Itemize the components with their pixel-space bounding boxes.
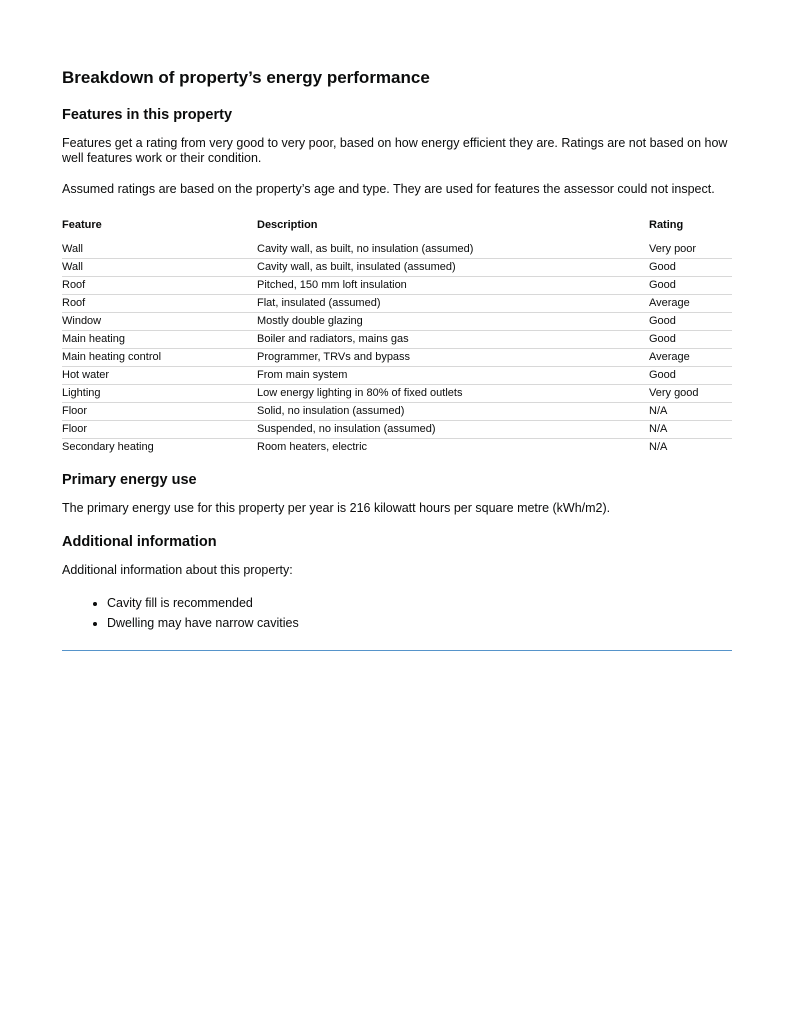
table-row: [62, 294, 732, 312]
list-item: • Dwelling may have narrow cavities: [107, 613, 732, 634]
feature-cell: Secondary heating: [62, 440, 154, 453]
table-row: [62, 258, 732, 276]
page-title: Breakdown of property’s energy performance: [62, 68, 430, 87]
description-cell: Room heaters, electric: [257, 440, 368, 453]
ratings-explanation: Features get a rating from very good to very poor, based on how energy efficient they are. Ratings are not based on how well features work or their condition.: [62, 136, 728, 165]
description-cell: Suspended, no insulation (assumed): [257, 420, 649, 438]
header-feature: Feature: [62, 218, 102, 231]
feature-cell: Main heating control: [62, 348, 257, 366]
table-row: [62, 330, 732, 348]
rating-cell: Good: [649, 366, 732, 384]
rating-cell: Very poor: [649, 241, 732, 259]
feature-cell: Lighting: [62, 384, 257, 402]
description-cell: Cavity wall, as built, no insulation (assumed): [257, 241, 649, 259]
description-cell: Cavity wall, as built, insulated (assumed): [257, 258, 649, 276]
description-cell: Mostly double glazing: [257, 312, 649, 330]
feature-cell: Hot water: [62, 366, 257, 384]
list-item: • Cavity fill is recommended: [107, 593, 732, 614]
feature-cell: Main heating: [62, 330, 257, 348]
primary-energy-heading: Primary energy use: [62, 471, 197, 488]
table-row: [62, 312, 732, 330]
rating-cell: Very good: [649, 384, 732, 402]
description-cell: Solid, no insulation (assumed): [257, 402, 649, 420]
rating-cell: Good: [649, 258, 732, 276]
primary-energy-text: The primary energy use for this property per year is 216 kilowatt hours per square metre (kWh/m2).: [62, 500, 611, 515]
table-row: [62, 276, 732, 294]
rating-cell: Good: [649, 312, 732, 330]
rating-cell: N/A: [649, 440, 668, 453]
description-cell: Boiler and radiators, mains gas: [257, 330, 649, 348]
rating-cell: Average: [649, 348, 732, 366]
rating-cell: Good: [649, 330, 732, 348]
section-divider: [62, 650, 732, 651]
feature-cell: Window: [62, 312, 257, 330]
table-row: [62, 348, 732, 366]
assumed-ratings-explanation: Assumed ratings are based on the property’s age and type. They are used for features the assessor could not inspect.: [62, 182, 715, 196]
header-description: Description: [257, 218, 318, 231]
page-content: [62, 66, 732, 651]
table-row: [62, 366, 732, 384]
rating-cell: N/A: [649, 420, 732, 438]
features-table: [62, 219, 732, 456]
table-row: [62, 438, 732, 456]
header-rating: Rating: [649, 218, 684, 231]
rating-cell: N/A: [649, 402, 732, 420]
table-row: [62, 384, 732, 402]
additional-info-heading: Additional information: [62, 534, 217, 550]
feature-cell: Wall: [62, 241, 257, 259]
description-cell: Flat, insulated (assumed): [257, 294, 649, 312]
features-heading: Features in this property: [62, 107, 233, 123]
table-header-row: [62, 219, 732, 241]
feature-cell: Wall: [62, 258, 257, 276]
feature-cell: Roof: [62, 294, 257, 312]
description-cell: Programmer, TRVs and bypass: [257, 348, 649, 366]
feature-cell: Roof: [62, 276, 257, 294]
rating-cell: Average: [649, 294, 732, 312]
additional-info-list: [62, 593, 732, 634]
description-cell: Pitched, 150 mm loft insulation: [257, 276, 649, 294]
table-row: [62, 402, 732, 420]
table-row: [62, 241, 732, 259]
rating-cell: Good: [649, 276, 732, 294]
table-row: [62, 420, 732, 438]
feature-cell: Floor: [62, 402, 257, 420]
feature-cell: Floor: [62, 420, 257, 438]
description-cell: Low energy lighting in 80% of fixed outlets: [257, 384, 649, 402]
description-cell: From main system: [257, 366, 649, 384]
additional-info-text: Additional information about this property:: [62, 563, 293, 577]
